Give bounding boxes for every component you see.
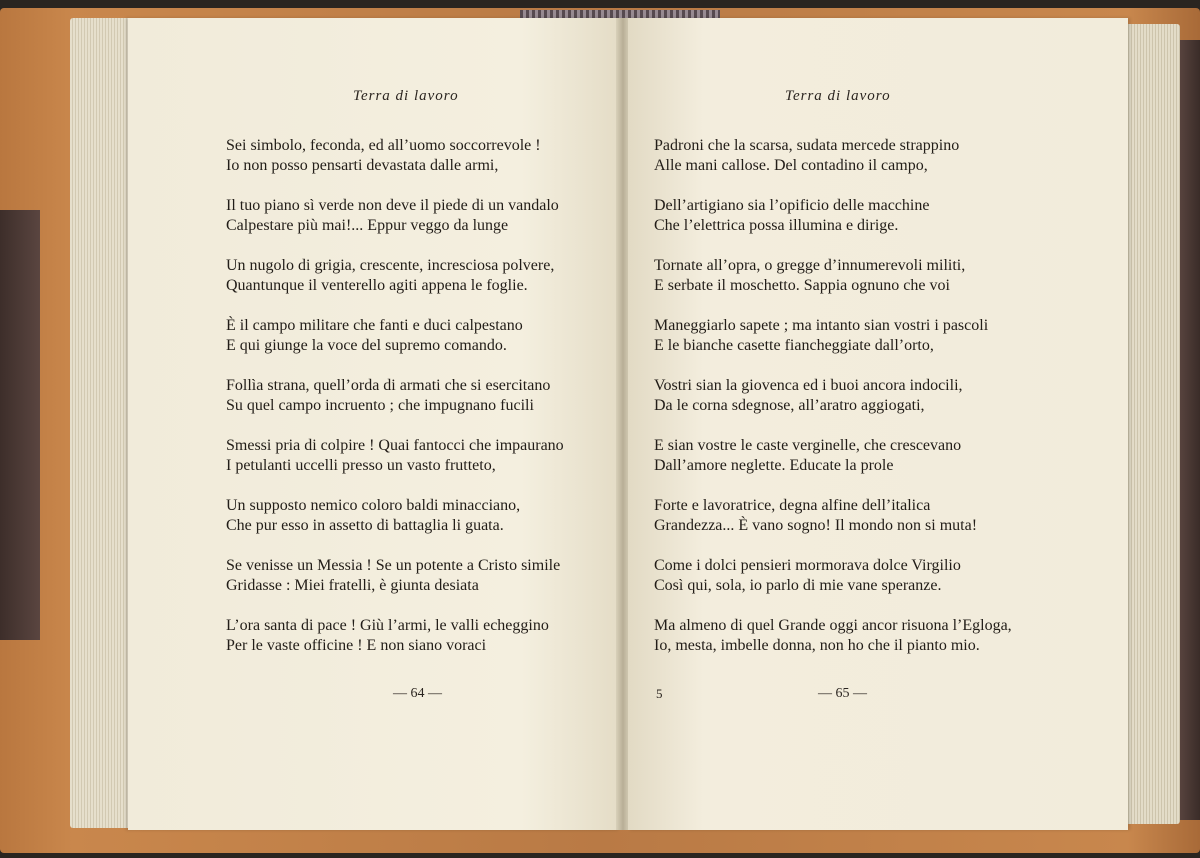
verse-line: Ma almeno di quel Grande oggi ancor risuona l’Egloga, <box>654 617 1012 634</box>
verse-line: L’ora santa di pace ! Giù l’armi, le valli echeggino <box>226 617 549 634</box>
verse-line: Smessi pria di colpire ! Quai fantocci che impaurano <box>226 437 564 454</box>
running-head: Terra di lavoro <box>785 88 891 104</box>
verse-line: Su quel campo incruento ; che impugnano fucili <box>226 397 534 414</box>
stanza <box>226 316 616 356</box>
stanza <box>226 376 616 416</box>
stanza <box>654 496 1054 536</box>
verse-line: Che l’elettrica possa illumina e dirige. <box>654 217 899 234</box>
verse-line: Padroni che la scarsa, sudata mercede strappino <box>654 137 960 154</box>
verse-line: I petulanti uccelli presso un vasto frutteto, <box>226 457 496 474</box>
page-number: — 65 — <box>818 686 867 701</box>
verse-line: Dall’amore neglette. Educate la prole <box>654 457 894 474</box>
verse-line: Io, mesta, imbelle donna, non ho che il pianto mio. <box>654 637 980 654</box>
verse-line: Gridasse : Miei fratelli, è giunta desiata <box>226 577 479 594</box>
stanza <box>654 316 1054 356</box>
stanza <box>654 436 1054 476</box>
verse-line: Il tuo piano sì verde non deve il piede di un vandalo <box>226 197 559 214</box>
verse-line: Alle mani callose. Del contadino il campo, <box>654 157 928 174</box>
verse-line: Vostri sian la giovenca ed i buoi ancora indocili, <box>654 377 963 394</box>
cover-corner-right <box>1178 40 1200 820</box>
stanza <box>654 616 1054 656</box>
left-page <box>128 18 620 830</box>
right-page <box>628 18 1128 830</box>
verse-line: Quantunque il venterello agiti appena le foglie. <box>226 277 528 294</box>
page-number: — 64 — <box>393 686 442 701</box>
stanza <box>654 196 1054 236</box>
verse-line: Sei simbolo, feconda, ed all’uomo soccorrevole ! <box>226 137 541 154</box>
running-head: Terra di lavoro <box>353 88 459 104</box>
stanza <box>226 256 616 296</box>
stanza <box>654 136 1054 176</box>
page-edges-right <box>1120 24 1180 824</box>
verse-line: E qui giunge la voce del supremo comando. <box>226 337 507 354</box>
verse-line: E sian vostre le caste verginelle, che crescevano <box>654 437 962 454</box>
stanza <box>226 196 616 236</box>
stanza <box>226 616 616 656</box>
verse-line: Così qui, sola, io parlo di mie vane speranze. <box>654 577 942 594</box>
stanza <box>226 436 616 476</box>
signature-mark: 5 <box>656 686 663 701</box>
verse-line: Calpestare più mai!... Eppur veggo da lunge <box>226 217 509 234</box>
stanza <box>654 256 1054 296</box>
verse-line: Se venisse un Messia ! Se un potente a Cristo simile <box>226 557 561 574</box>
verse-line: Forte e lavoratrice, degna alfine dell’italica <box>654 497 931 514</box>
verse-line: Grandezza... È vano sogno! Il mondo non si muta! <box>654 517 978 534</box>
stanza <box>226 556 616 596</box>
stanza <box>654 556 1054 596</box>
stanza <box>226 496 616 536</box>
cover-corner-left <box>0 210 40 640</box>
verse-line: Come i dolci pensieri mormorava dolce Virgilio <box>654 557 961 574</box>
verse-line: Che pur esso in assetto di battaglia li guata. <box>226 517 504 534</box>
verse-line: Dell’artigiano sia l’opificio delle macchine <box>654 197 930 214</box>
stanza <box>226 136 616 176</box>
verse-line: Tornate all’opra, o gregge d’innumerevoli militi, <box>654 257 966 274</box>
verse-line: Maneggiarlo sapete ; ma intanto sian vostri i pascoli <box>654 317 989 334</box>
verse-line: Follìa strana, quell’orda di armati che si esercitano <box>226 377 551 394</box>
verse-line: E le bianche casette fiancheggiate dall’orto, <box>654 337 934 354</box>
stanza <box>654 376 1054 416</box>
verse-line: Da le corna sdegnose, all’aratro aggiogati, <box>654 397 925 414</box>
verse-line: Per le vaste officine ! E non siano voraci <box>226 637 487 654</box>
verse-line: Un supposto nemico coloro baldi minacciano, <box>226 497 521 514</box>
verse-line: E serbate il moschetto. Sappia ognuno che voi <box>654 277 950 294</box>
verse-line: Io non posso pensarti devastata dalle armi, <box>226 157 499 174</box>
verse-line: Un nugolo di grigia, crescente, incresciosa polvere, <box>226 257 555 274</box>
verse-line: È il campo militare che fanti e duci calpestano <box>226 317 523 334</box>
page-edges-left <box>70 18 130 828</box>
